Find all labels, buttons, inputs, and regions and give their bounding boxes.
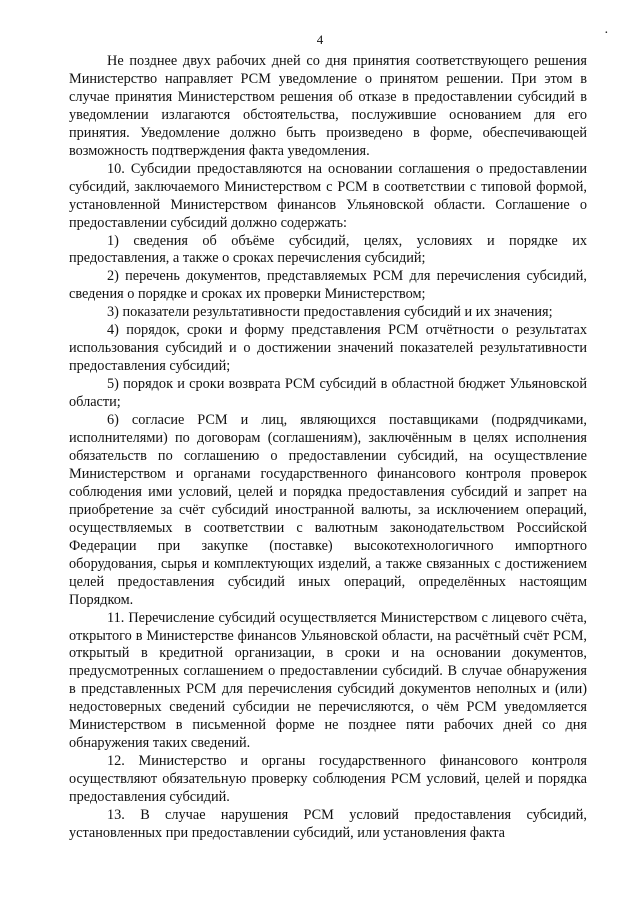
list-item-6: 6) согласие РСМ и лиц, являющихся поставщиками (подрядчиками, исполнителями) по договорам (соглашениям), заключённым в целях исполнения обязательств по соглашению о предоставлении субсидий, на осуществление Министерством и органами государственного финансового контроля проверок соблюдения ими условий, целей и порядка предоставления субсидий и запрет на приобретение за счёт субсидий иностранной валюты, за исключением операций, осуществляемых в соответствии с валютным законодательством Российской Федерации при закупке (поставке) высокотехнологичного импортного оборудования, сырья и комплектующих изделий, а также связанных с достижением целей предоставления субсидий иных операций, определённых настоящим Порядком. [69,412,587,608]
paragraph-11: 11. Перечисление субсидий осуществляется Министерством с лицевого счёта, открытого в Министерстве финансов Ульяновской области, на расчётный счёт РСМ, открытый в кредитной организации, в сроки и на основании документов, предусмотренных соглашением о предоставлении субсидий. В случае обнаружения в представленных РСМ для перечисления субсидий документов неполных и (или) недостоверных сведений субсидии не перечисляются, о чём РСМ уведомляется Министерством в письменной форме не позднее пяти рабочих дней со дня обнаружения таких сведений. [69,609,587,752]
paragraph-notification: Не позднее двух рабочих дней со дня принятия соответствующего решения Министерство направляет РСМ уведомление о принятом решении. При этом в случае принятия Министерством решения об отказе в предоставлении субсидий в уведомлении излагаются обстоятельства, послужившие основанием для его принятия. Уведомление должно быть произведено в форме, обеспечивающей возможность подтверждения факта уведомления. [69,53,587,159]
list-item-5: 5) порядок и сроки возврата РСМ субсидий в областной бюджет Ульяновской области; [69,376,587,411]
list-item-4: 4) порядок, сроки и форму представления РСМ отчётности о результатах использования субсидий и о достижении значений показателей результативности предоставления субсидий; [69,322,587,375]
page-number: 4 [316,32,324,47]
paragraph-13: 13. В случае нарушения РСМ условий предоставления субсидий, установленных при предоставлении субсидий, или установления факта [69,807,587,841]
paragraph-12: 12. Министерство и органы государственного финансового контроля осуществляют обязательную проверку соблюдения РСМ условий, целей и порядка предоставления субсидий. [69,753,587,806]
body-text [69,53,587,843]
scan-mark: · [604,26,609,41]
list-item-1: 1) сведения об объёме субсидий, целях, условиях и порядке их предоставления, а также о сроках перечисления субсидий; [69,232,587,267]
list-item-3: 3) показатели результативности предоставления субсидий и их значения; [107,304,553,321]
list-item-2: 2) перечень документов, представляемых РСМ для перечисления субсидий, сведения о порядке и сроках их проверки Министерством; [69,268,587,303]
paragraph-10: 10. Субсидии предоставляются на основании соглашения о предоставлении субсидий, заключаемого Министерством с РСМ в соответствии с типовой формой, установленной Министерством финансов Ульяновской области. Соглашение о предоставлении субсидий должно содержать: [69,160,587,231]
